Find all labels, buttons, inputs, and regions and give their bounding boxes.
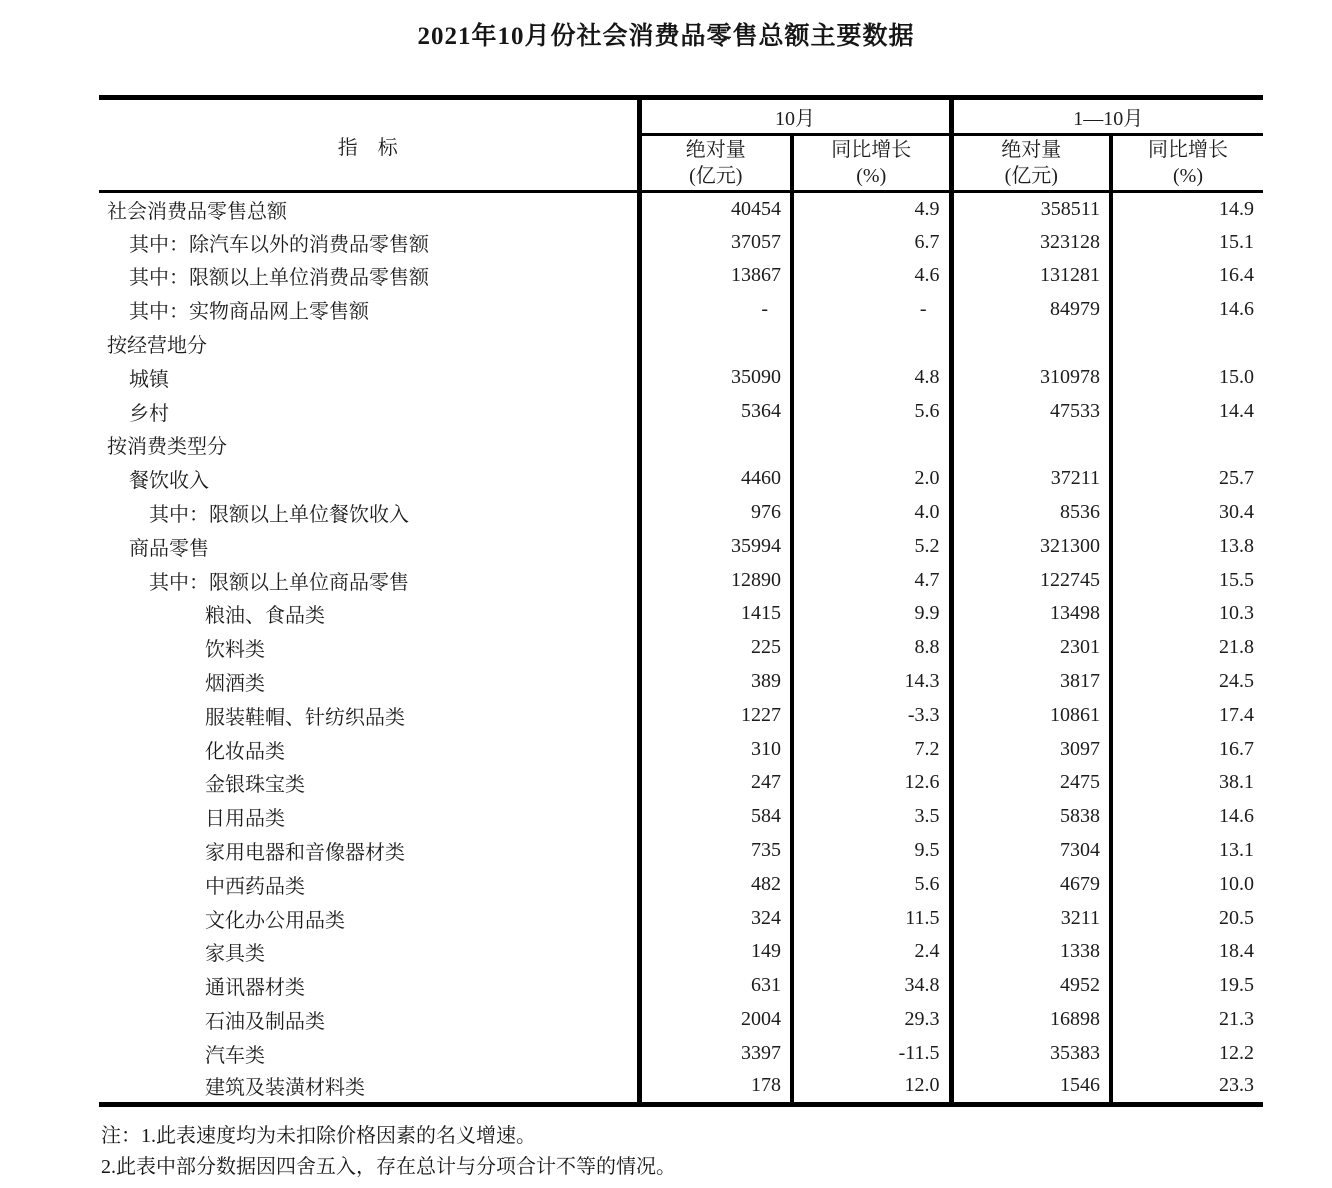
table-row — [99, 969, 1263, 1003]
table-row — [99, 1036, 1263, 1070]
row-value: 47533 — [951, 394, 1111, 428]
table-row — [99, 563, 1263, 597]
row-value — [951, 428, 1111, 462]
row-value: 323128 — [951, 225, 1111, 259]
row-value: 21.8 — [1219, 636, 1254, 659]
row-value: 4.7 — [792, 563, 951, 597]
row-value: - — [639, 293, 792, 327]
row-value: 9.9 — [792, 597, 951, 631]
row-label: 通讯器材类 — [99, 969, 639, 1003]
row-value: 12890 — [639, 563, 792, 597]
sub-header-growth-oct — [792, 135, 951, 192]
row-value: 16898 — [951, 1003, 1111, 1037]
row-value: 4952 — [951, 969, 1111, 1003]
table-row — [99, 462, 1263, 496]
row-value: 84979 — [951, 293, 1111, 327]
sub-header-absolute-jan-oct — [951, 135, 1111, 192]
row-value: 735 — [639, 834, 792, 868]
row-value — [951, 327, 1111, 361]
row-value: 3.5 — [792, 800, 951, 834]
row-label: 家具类 — [99, 935, 639, 969]
table-notes — [101, 1121, 676, 1183]
row-label: 社会消费品零售总额 — [99, 192, 639, 226]
row-value: 7304 — [951, 834, 1111, 868]
row-value: 4.0 — [792, 496, 951, 530]
sub-header-line: 同比增长 — [1148, 139, 1228, 161]
table-row — [99, 428, 1263, 462]
row-label: 中西药品类 — [99, 867, 639, 901]
table-row — [99, 834, 1263, 868]
table-row — [99, 732, 1263, 766]
row-value: 247 — [639, 766, 792, 800]
row-value: 2475 — [951, 766, 1111, 800]
row-value: 12.6 — [792, 766, 951, 800]
sub-header-growth-jan-oct — [1111, 135, 1263, 192]
row-label: 金银珠宝类 — [99, 766, 639, 800]
row-value: 3397 — [639, 1036, 792, 1070]
row-value: 19.5 — [1219, 974, 1254, 997]
row-value — [1111, 428, 1263, 462]
group-header-jan-oct: 1—10月 — [951, 98, 1263, 135]
row-value: 14.6 — [1219, 298, 1254, 321]
table-row — [99, 631, 1263, 665]
row-value — [1111, 327, 1263, 361]
row-label: 其中：限额以上单位商品零售 — [99, 563, 639, 597]
sub-header-line: (亿元) — [689, 165, 743, 187]
row-value: 37057 — [639, 225, 792, 259]
table-row — [99, 597, 1263, 631]
row-value: -3.3 — [792, 698, 951, 732]
row-value: 18.4 — [1219, 940, 1254, 963]
row-value: 2004 — [639, 1003, 792, 1037]
row-label: 城镇 — [99, 360, 639, 394]
row-label: 家用电器和音像器材类 — [99, 834, 639, 868]
table-row — [99, 293, 1263, 327]
row-value: 4.9 — [792, 192, 951, 226]
row-value: 12.2 — [1219, 1041, 1254, 1064]
row-value: 40454 — [639, 192, 792, 226]
table-row — [99, 496, 1263, 530]
row-value: 14.9 — [1219, 197, 1254, 220]
row-label: 其中：限额以上单位消费品零售额 — [99, 259, 639, 293]
table-row — [99, 259, 1263, 293]
row-value: 7.2 — [792, 732, 951, 766]
row-value: 14.4 — [1219, 399, 1254, 422]
row-value: 14.3 — [792, 665, 951, 699]
group-header-october: 10月 — [639, 98, 951, 135]
retail-sales-table — [99, 95, 1263, 1107]
row-value: 631 — [639, 969, 792, 1003]
row-value: 1415 — [639, 597, 792, 631]
table-body — [99, 192, 1263, 1105]
row-value: 149 — [639, 935, 792, 969]
sub-header-line: 绝对量 — [1001, 139, 1062, 161]
row-value: 21.3 — [1219, 1008, 1254, 1031]
row-value: 8536 — [951, 496, 1111, 530]
table-row — [99, 327, 1263, 361]
sub-header-line: 绝对量 — [685, 139, 746, 161]
row-value: 4.6 — [792, 259, 951, 293]
page-title: 2021年10月份社会消费品零售总额主要数据 — [417, 23, 915, 50]
row-value: 1227 — [639, 698, 792, 732]
row-value: 30.4 — [1219, 501, 1254, 524]
row-label: 其中：除汽车以外的消费品零售额 — [99, 225, 639, 259]
table-row — [99, 665, 1263, 699]
row-value: 20.5 — [1219, 906, 1254, 929]
row-value: 131281 — [951, 259, 1111, 293]
sub-header-line: (亿元) — [1004, 165, 1058, 187]
row-value: 38.1 — [1219, 771, 1254, 794]
row-label: 粮油、食品类 — [99, 597, 639, 631]
row-value: 4.8 — [792, 360, 951, 394]
row-value: 2301 — [951, 631, 1111, 665]
row-value: 15.0 — [1219, 365, 1254, 388]
row-value — [792, 428, 951, 462]
table-row — [99, 360, 1263, 394]
row-value: 23.3 — [1219, 1074, 1254, 1097]
sub-header-line: 同比增长 — [831, 139, 912, 161]
sub-header-line: (%) — [856, 165, 887, 187]
indicator-header: 指 标 — [99, 98, 639, 192]
row-label: 乡村 — [99, 394, 639, 428]
row-label: 按消费类型分 — [99, 428, 639, 462]
row-value: 4460 — [639, 462, 792, 496]
row-value — [639, 428, 792, 462]
row-label: 餐饮收入 — [99, 462, 639, 496]
row-value: 16.4 — [1219, 264, 1254, 287]
row-value — [639, 327, 792, 361]
table-row — [99, 800, 1263, 834]
row-value: 5.6 — [792, 867, 951, 901]
table-row — [99, 698, 1263, 732]
row-label: 饮料类 — [99, 631, 639, 665]
row-value: 17.4 — [1219, 703, 1254, 726]
row-value: 3211 — [951, 901, 1111, 935]
row-value: 14.6 — [1219, 805, 1254, 828]
table-row — [99, 1003, 1263, 1037]
row-value: 5.6 — [792, 394, 951, 428]
row-value: 13.1 — [1219, 839, 1254, 862]
row-value: 35383 — [951, 1036, 1111, 1070]
row-value: 584 — [639, 800, 792, 834]
table-row — [99, 394, 1263, 428]
row-value: 3097 — [951, 732, 1111, 766]
row-value: 8.8 — [792, 631, 951, 665]
group-header-row — [99, 98, 1263, 135]
row-value: 10.3 — [1219, 602, 1254, 625]
row-value: 34.8 — [792, 969, 951, 1003]
row-value: 5.2 — [792, 529, 951, 563]
row-value: 13867 — [639, 259, 792, 293]
row-value: 9.5 — [792, 834, 951, 868]
table-row — [99, 766, 1263, 800]
row-value: 37211 — [951, 462, 1111, 496]
row-value: 321300 — [951, 529, 1111, 563]
row-value: 29.3 — [792, 1003, 951, 1037]
row-label: 烟酒类 — [99, 665, 639, 699]
row-value: 35090 — [639, 360, 792, 394]
row-label: 建筑及装潢材料类 — [99, 1070, 639, 1104]
table-row — [99, 192, 1263, 226]
row-value: 358511 — [951, 192, 1111, 226]
row-value: 122745 — [951, 563, 1111, 597]
row-value: 310 — [639, 732, 792, 766]
row-value — [792, 327, 951, 361]
row-value: 35994 — [639, 529, 792, 563]
row-label: 商品零售 — [99, 529, 639, 563]
table-row — [99, 1070, 1263, 1104]
sub-header-absolute-oct — [639, 135, 792, 192]
row-value: 310978 — [951, 360, 1111, 394]
row-value: -11.5 — [792, 1036, 951, 1070]
row-value: 324 — [639, 901, 792, 935]
row-value: 3817 — [951, 665, 1111, 699]
row-label: 服装鞋帽、针纺织品类 — [99, 698, 639, 732]
row-value: 1338 — [951, 935, 1111, 969]
row-value: 2.0 — [792, 462, 951, 496]
row-value: 25.7 — [1219, 467, 1254, 490]
row-label: 化妆品类 — [99, 732, 639, 766]
row-value: 976 — [639, 496, 792, 530]
row-value: - — [792, 293, 951, 327]
row-value: 5838 — [951, 800, 1111, 834]
row-value: 13.8 — [1219, 534, 1254, 557]
row-value: 5364 — [639, 394, 792, 428]
row-value: 178 — [639, 1070, 792, 1104]
table-row — [99, 901, 1263, 935]
row-value: 12.0 — [792, 1070, 951, 1104]
sub-header-line: (%) — [1173, 165, 1203, 187]
table-row — [99, 867, 1263, 901]
row-label: 文化办公用品类 — [99, 901, 639, 935]
row-value: 1546 — [951, 1070, 1111, 1104]
table-header — [99, 98, 1263, 192]
retail-sales-table-wrap — [99, 95, 1263, 1107]
row-value: 11.5 — [792, 901, 951, 935]
row-value: 389 — [639, 665, 792, 699]
row-label: 其中：限额以上单位餐饮收入 — [99, 496, 639, 530]
table-row — [99, 935, 1263, 969]
row-value: 24.5 — [1219, 670, 1254, 693]
row-value: 15.5 — [1219, 568, 1254, 591]
row-value: 10861 — [951, 698, 1111, 732]
row-label: 日用品类 — [99, 800, 639, 834]
table-row — [99, 225, 1263, 259]
row-value: 225 — [639, 631, 792, 665]
row-value: 16.7 — [1219, 737, 1254, 760]
row-value: 13498 — [951, 597, 1111, 631]
table-row — [99, 529, 1263, 563]
row-label: 按经营地分 — [99, 327, 639, 361]
row-value: 4679 — [951, 867, 1111, 901]
row-label: 汽车类 — [99, 1036, 639, 1070]
row-value: 15.1 — [1219, 230, 1254, 253]
row-label: 石油及制品类 — [99, 1003, 639, 1037]
row-label: 其中：实物商品网上零售额 — [99, 293, 639, 327]
note-line: 注：1.此表速度均为未扣除价格因素的名义增速。 — [101, 1125, 536, 1147]
row-value: 10.0 — [1219, 872, 1254, 895]
note-line: 2.此表中部分数据因四舍五入，存在总计与分项合计不等的情况。 — [101, 1156, 676, 1178]
row-value: 2.4 — [792, 935, 951, 969]
row-value: 482 — [639, 867, 792, 901]
row-value: 6.7 — [792, 225, 951, 259]
